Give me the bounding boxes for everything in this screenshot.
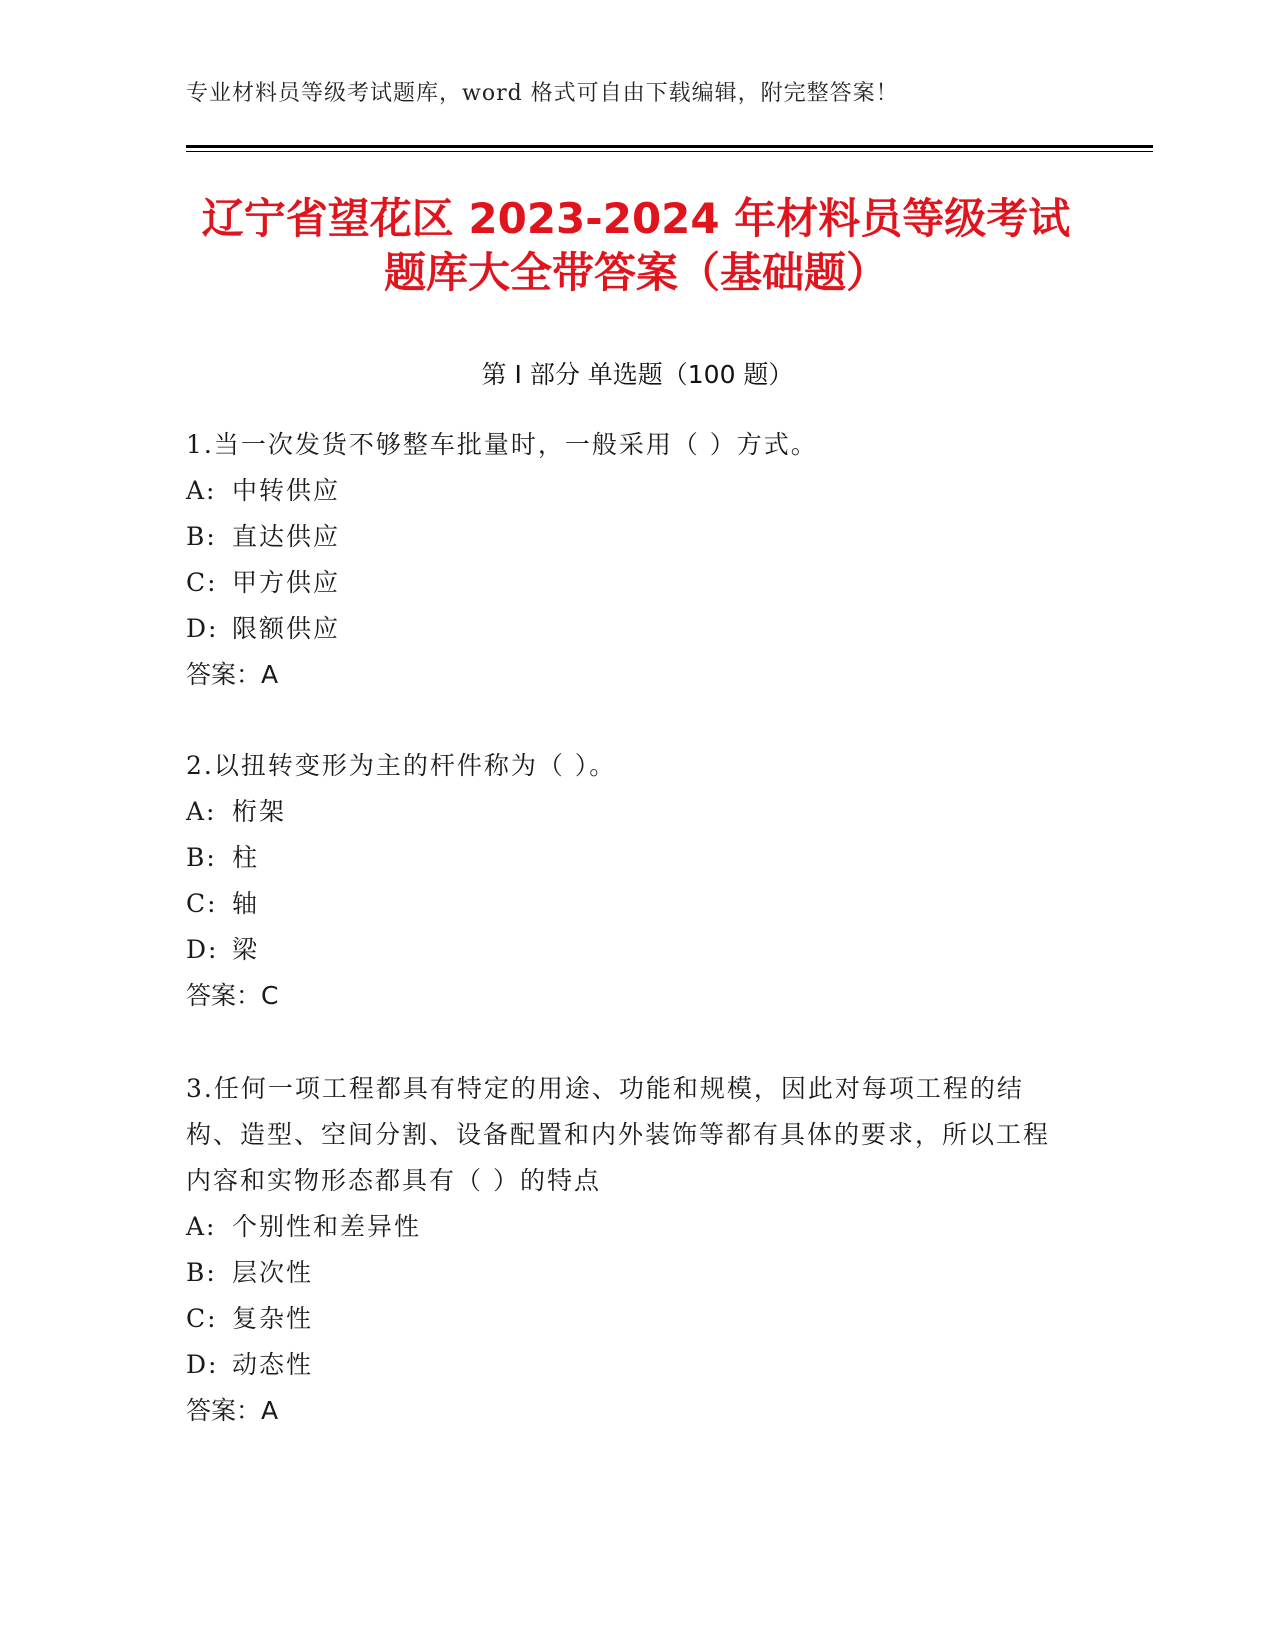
option-c [186,881,1066,927]
option-c [186,560,1066,606]
document-title [186,192,1086,300]
question-stem: 1.当一次发货不够整车批量时，一般采用（ ）方式。 [186,430,818,459]
option-c [186,1296,1066,1342]
option-text: 个别性和差异性 [232,1212,422,1241]
answer: 答案：A [186,1396,279,1425]
question-3 [186,1066,1066,1434]
option-letter: B: [186,522,217,551]
option-text: 动态性 [232,1350,314,1379]
question-2 [186,743,1066,1019]
option-a [186,789,1066,835]
option-letter: A: [186,797,217,826]
option-b [186,514,1066,560]
option-letter: B: [186,1258,217,1287]
header-divider-thin [186,151,1153,152]
option-letter: C: [186,568,218,597]
option-text: 复杂性 [232,1304,314,1333]
option-text: 梁 [232,935,260,964]
option-letter: D: [186,614,219,643]
option-a [186,1204,1066,1250]
option-d [186,606,1066,652]
option-text: 限额供应 [232,614,341,643]
answer: 答案：A [186,660,279,689]
option-d [186,1342,1066,1388]
option-text: 甲方供应 [232,568,341,597]
option-b [186,835,1066,881]
option-d [186,927,1066,973]
option-a [186,468,1066,514]
answer: 答案：C [186,981,279,1010]
header-note: 专业材料员等级考试题库，word 格式可自由下载编辑，附完整答案！ [186,81,899,106]
header-divider-thick [186,145,1153,148]
option-text: 直达供应 [232,522,341,551]
question-1 [186,422,1066,698]
question-stem: 2.以扭转变形为主的杆件称为（ ）。 [186,751,617,780]
option-letter: C: [186,889,218,918]
question-stem: 3.任何一项工程都具有特定的用途、功能和规模，因此对每项工程的结构、造型、空间分割、设备配置和内外装饰等都有具体的要求，所以工程内容和实物形态都具有（ ）的特点 [186,1074,1051,1195]
option-letter: A: [186,476,217,505]
option-letter: C: [186,1304,218,1333]
option-text: 柱 [232,843,260,872]
section-title: 第 I 部分 单选题（100 题） [481,360,794,389]
option-letter: D: [186,935,219,964]
document-title-line2: 题库大全带答案（基础题） [383,248,888,297]
option-letter: A: [186,1212,217,1241]
option-text: 中转供应 [232,476,341,505]
option-text: 层次性 [232,1258,314,1287]
option-text: 桁架 [232,797,287,826]
option-b [186,1250,1066,1296]
option-letter: B: [186,843,217,872]
option-letter: D: [186,1350,219,1379]
option-text: 轴 [232,889,260,918]
document-title-line1: 辽宁省望花区 2023-2024 年材料员等级考试 [201,194,1071,243]
